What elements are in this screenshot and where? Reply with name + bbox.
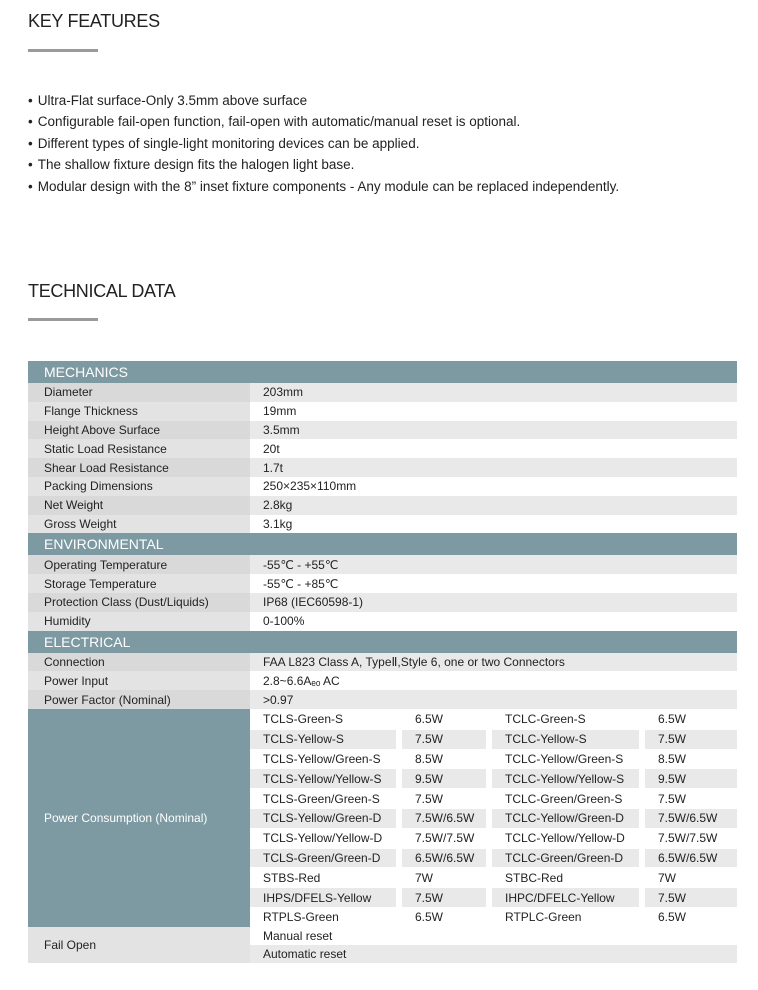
model-s: STBS-Red — [250, 867, 402, 887]
fail-open-table — [250, 927, 737, 963]
power-s: 9.5W — [402, 768, 492, 788]
row-value-cell — [250, 496, 737, 515]
model-s: TCLS-Yellow/Yellow-D — [250, 828, 402, 848]
row-label: Protection Class (Dust/Liquids) — [28, 593, 250, 612]
model-s: TCLS-Yellow/Green-D — [250, 808, 402, 828]
row-value: >0.97 — [263, 692, 294, 707]
model-s: TCLS-Yellow/Yellow-S — [250, 768, 402, 788]
row-value-cell — [250, 515, 737, 534]
power-consumption-cell — [250, 709, 737, 927]
power-s: 6.5W — [402, 907, 492, 927]
power-row — [250, 848, 737, 868]
power-consumption-table — [250, 709, 737, 927]
fail-open-cell — [250, 927, 737, 963]
power-s: 8.5W — [402, 749, 492, 769]
row-value: -55℃ - +55℃ — [263, 557, 339, 572]
row-value: 2.8kg — [263, 498, 293, 513]
feature-item: • Ultra-Flat surface-Only 3.5mm above surface — [28, 90, 619, 111]
table-row — [28, 612, 737, 631]
power-c: 7.5W — [645, 788, 737, 808]
power-s: 7W — [402, 867, 492, 887]
power-c: 7.5W/7.5W — [645, 828, 737, 848]
fail-open-option — [250, 945, 737, 963]
table-row — [28, 477, 737, 496]
fail-open-option-text: Automatic reset — [250, 945, 737, 963]
model-s: TCLS-Yellow/Green-S — [250, 749, 402, 769]
table-row — [28, 383, 737, 402]
row-value-cell — [250, 593, 737, 612]
table-row — [28, 439, 737, 458]
feature-item: • Different types of single-light monitoring devices can be applied. — [28, 133, 619, 154]
fail-open-option — [250, 927, 737, 945]
table-row — [28, 653, 737, 672]
row-value-cell — [250, 383, 737, 402]
row-label: Height Above Surface — [28, 421, 250, 440]
row-value-cell — [250, 458, 737, 477]
row-value: 20t — [263, 441, 280, 456]
table-row — [28, 402, 737, 421]
section-title: ENVIRONMENTAL — [28, 533, 737, 555]
power-row — [250, 709, 737, 729]
row-value-cell — [250, 653, 737, 672]
row-value: 0-100% — [263, 614, 305, 629]
fail-open-row — [28, 927, 737, 963]
row-value: 250×235×110mm — [263, 479, 357, 494]
power-s: 7.5W — [402, 729, 492, 749]
section-title: MECHANICS — [28, 361, 737, 383]
table-row — [28, 421, 737, 440]
model-s: IHPS/DFELS-Yellow — [250, 887, 402, 907]
row-label: Diameter — [28, 383, 250, 402]
row-value-cell — [250, 690, 737, 709]
section-header-mechanics — [28, 361, 737, 383]
row-value-cell — [250, 555, 737, 574]
model-c: TCLC-Green-S — [492, 709, 645, 729]
heading-underline — [28, 318, 98, 321]
power-c: 6.5W — [645, 907, 737, 927]
power-s: 7.5W — [402, 887, 492, 907]
power-c: 7W — [645, 867, 737, 887]
row-label: Shear Load Resistance — [28, 458, 250, 477]
power-s: 6.5W — [402, 709, 492, 729]
row-value: 1.7t — [263, 460, 284, 475]
row-label: Gross Weight — [28, 515, 250, 534]
fail-open-option-text: Manual reset — [250, 927, 737, 945]
section-title: ELECTRICAL — [28, 631, 737, 653]
row-label: Net Weight — [28, 496, 250, 515]
power-consumption-row — [28, 709, 737, 927]
heading-underline — [28, 49, 98, 52]
table-row — [28, 593, 737, 612]
model-s: TCLS-Green/Green-D — [250, 848, 402, 868]
row-label: Storage Temperature — [28, 574, 250, 593]
technical-data-heading: TECHNICAL DATA — [28, 281, 176, 301]
row-value: 203mm — [263, 385, 304, 400]
model-s: RTPLS-Green — [250, 907, 402, 927]
row-value-cell — [250, 477, 737, 496]
power-row — [250, 887, 737, 907]
row-value-cell — [250, 402, 737, 421]
section-header-electrical — [28, 631, 737, 653]
power-row — [250, 729, 737, 749]
power-c: 9.5W — [645, 768, 737, 788]
power-row — [250, 788, 737, 808]
row-value-cell — [250, 612, 737, 631]
row-value: 2.8~6.6Aₑₒ AC — [263, 673, 340, 688]
row-label: Static Load Resistance — [28, 439, 250, 458]
row-value-cell — [250, 439, 737, 458]
table-row — [28, 555, 737, 574]
row-value: 3.5mm — [263, 422, 300, 437]
key-features-heading: KEY FEATURES — [28, 11, 160, 31]
feature-item: • Configurable fail-open function, fail-open with automatic/manual reset is optional. — [28, 111, 619, 132]
table-row — [28, 515, 737, 534]
row-value-cell — [250, 671, 737, 690]
power-row — [250, 749, 737, 769]
model-c: STBC-Red — [492, 867, 645, 887]
row-value-cell — [250, 421, 737, 440]
row-label: Packing Dimensions — [28, 477, 250, 496]
model-c: TCLC-Yellow/Yellow-S — [492, 768, 645, 788]
table-row — [28, 690, 737, 709]
power-c: 7.5W/6.5W — [645, 808, 737, 828]
power-row — [250, 828, 737, 848]
row-label: Power Input — [28, 671, 250, 690]
row-value-cell — [250, 574, 737, 593]
power-s: 6.5W/6.5W — [402, 848, 492, 868]
model-c: TCLC-Yellow/Green-D — [492, 808, 645, 828]
power-row — [250, 808, 737, 828]
model-c: TCLC-Yellow-S — [492, 729, 645, 749]
feature-item: • Modular design with the 8” inset fixture components - Any module can be replaced independently. — [28, 176, 619, 197]
model-s: TCLS-Green-S — [250, 709, 402, 729]
model-s: TCLS-Yellow-S — [250, 729, 402, 749]
model-c: TCLC-Yellow/Yellow-D — [492, 828, 645, 848]
power-row — [250, 768, 737, 788]
row-value: 19mm — [263, 404, 297, 419]
row-value: FAA L823 Class A, TypeⅡ,Style 6, one or two Connectors — [263, 654, 565, 669]
row-value: -55℃ - +85℃ — [263, 576, 339, 591]
power-row — [250, 867, 737, 887]
power-c: 6.5W/6.5W — [645, 848, 737, 868]
model-c: TCLC-Yellow/Green-S — [492, 749, 645, 769]
power-s: 7.5W — [402, 788, 492, 808]
power-c: 6.5W — [645, 709, 737, 729]
row-label: Connection — [28, 653, 250, 672]
table-row — [28, 496, 737, 515]
table-row — [28, 574, 737, 593]
power-s: 7.5W/6.5W — [402, 808, 492, 828]
power-s: 7.5W/7.5W — [402, 828, 492, 848]
power-row — [250, 907, 737, 927]
power-c: 7.5W — [645, 887, 737, 907]
technical-data-table — [28, 361, 737, 963]
row-label: Humidity — [28, 612, 250, 631]
model-s: TCLS-Green/Green-S — [250, 788, 402, 808]
table-row — [28, 671, 737, 690]
section-header-environmental — [28, 533, 737, 555]
power-c: 8.5W — [645, 749, 737, 769]
fail-open-label: Fail Open — [28, 927, 250, 963]
model-c: TCLC-Green/Green-S — [492, 788, 645, 808]
row-label: Flange Thickness — [28, 402, 250, 421]
row-label: Power Factor (Nominal) — [28, 690, 250, 709]
model-c: TCLC-Green/Green-D — [492, 848, 645, 868]
feature-item: • The shallow fixture design fits the halogen light base. — [28, 154, 619, 175]
row-value: IP68 (IEC60598-1) — [263, 595, 364, 610]
model-c: IHPC/DFELC-Yellow — [492, 887, 645, 907]
power-c: 7.5W — [645, 729, 737, 749]
row-value: 3.1kg — [263, 516, 293, 531]
power-consumption-label: Power Consumption (Nominal) — [28, 709, 250, 927]
model-c: RTPLC-Green — [492, 907, 645, 927]
feature-list — [28, 90, 619, 197]
row-label: Operating Temperature — [28, 555, 250, 574]
table-row — [28, 458, 737, 477]
